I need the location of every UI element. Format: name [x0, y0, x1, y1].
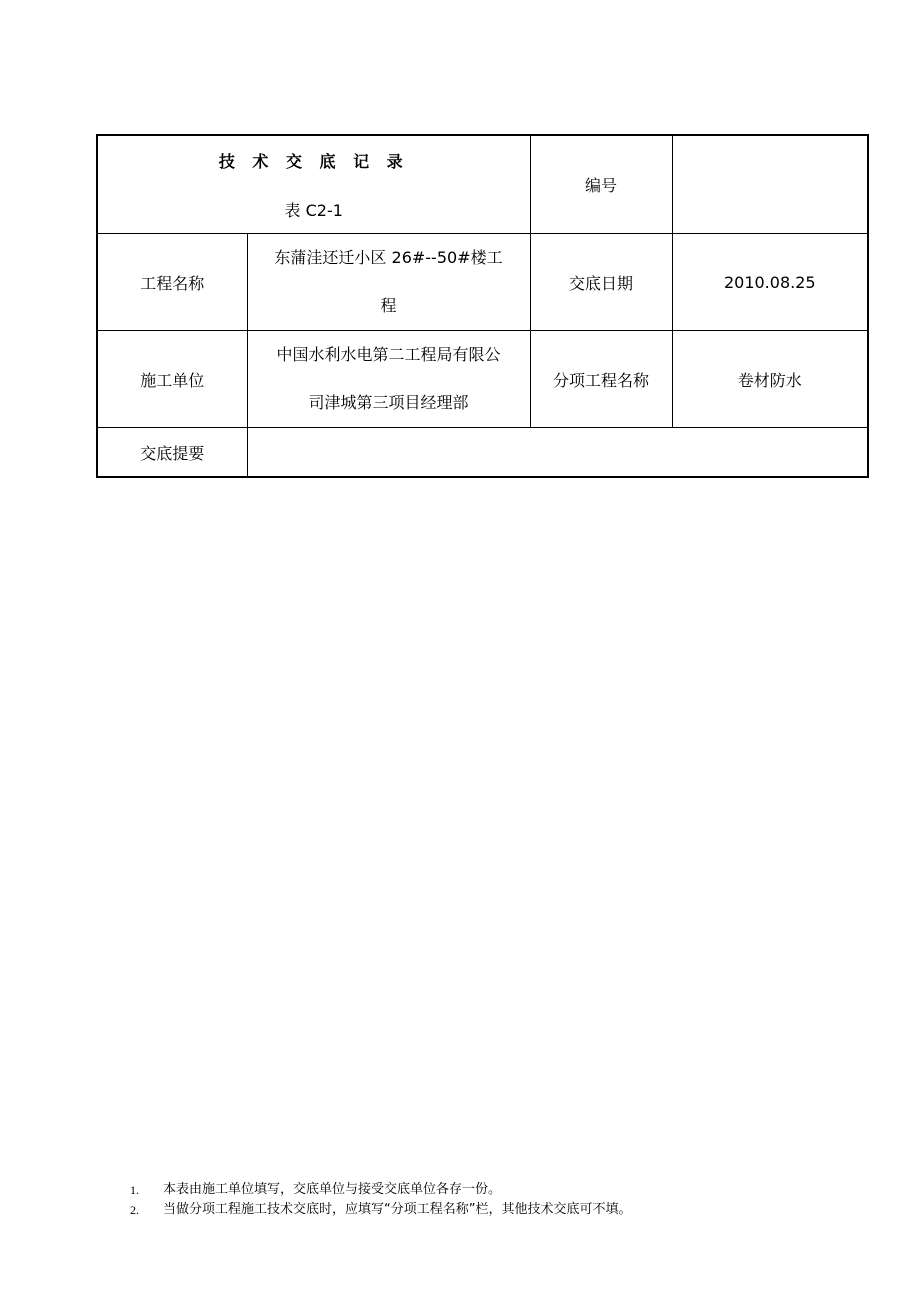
unit-row — [97, 331, 868, 428]
project-row — [97, 234, 868, 331]
construction-unit-line1: 中国水利水电第二工程局有限公 — [276, 345, 501, 364]
briefing-date-field[interactable]: 2010.08.25 — [672, 234, 868, 331]
construction-unit-field[interactable] — [247, 331, 530, 428]
footnote-text: 当做分项工程施工技术交底时，应填写“分项工程名称”栏，其他技术交底可不填。 — [163, 1202, 632, 1217]
subitem-name-field[interactable]: 卷材防水 — [672, 331, 868, 428]
number-label: 编号 — [530, 135, 672, 234]
footnote-item — [130, 1180, 631, 1200]
header-row — [97, 135, 868, 234]
construction-unit-line2: 司津城第三项目经理部 — [308, 393, 469, 412]
project-name-label: 工程名称 — [97, 234, 247, 331]
form-code: 表 C2-1 — [284, 200, 343, 220]
project-name-line1: 东蒲洼还迁小区 26#--50#楼工 — [274, 248, 503, 267]
footnote-number: 2. — [130, 1203, 139, 1217]
title-cell — [97, 135, 530, 234]
summary-field[interactable] — [247, 428, 868, 478]
briefing-date-label: 交底日期 — [530, 234, 672, 331]
footnote-number: 1. — [130, 1183, 139, 1197]
footnote-text: 本表由施工单位填写，交底单位与接受交底单位各存一份。 — [163, 1182, 502, 1197]
project-name-field[interactable] — [247, 234, 530, 331]
number-field[interactable] — [672, 135, 868, 234]
construction-unit-label: 施工单位 — [97, 331, 247, 428]
form-title: 技 术 交 底 记 录 — [218, 151, 409, 171]
footnotes — [130, 1180, 631, 1220]
summary-row — [97, 428, 868, 478]
project-name-line2: 程 — [380, 296, 397, 315]
summary-label: 交底提要 — [97, 428, 247, 478]
technical-briefing-table — [96, 134, 869, 478]
footnote-item — [130, 1200, 631, 1220]
subitem-name-label: 分项工程名称 — [530, 331, 672, 428]
